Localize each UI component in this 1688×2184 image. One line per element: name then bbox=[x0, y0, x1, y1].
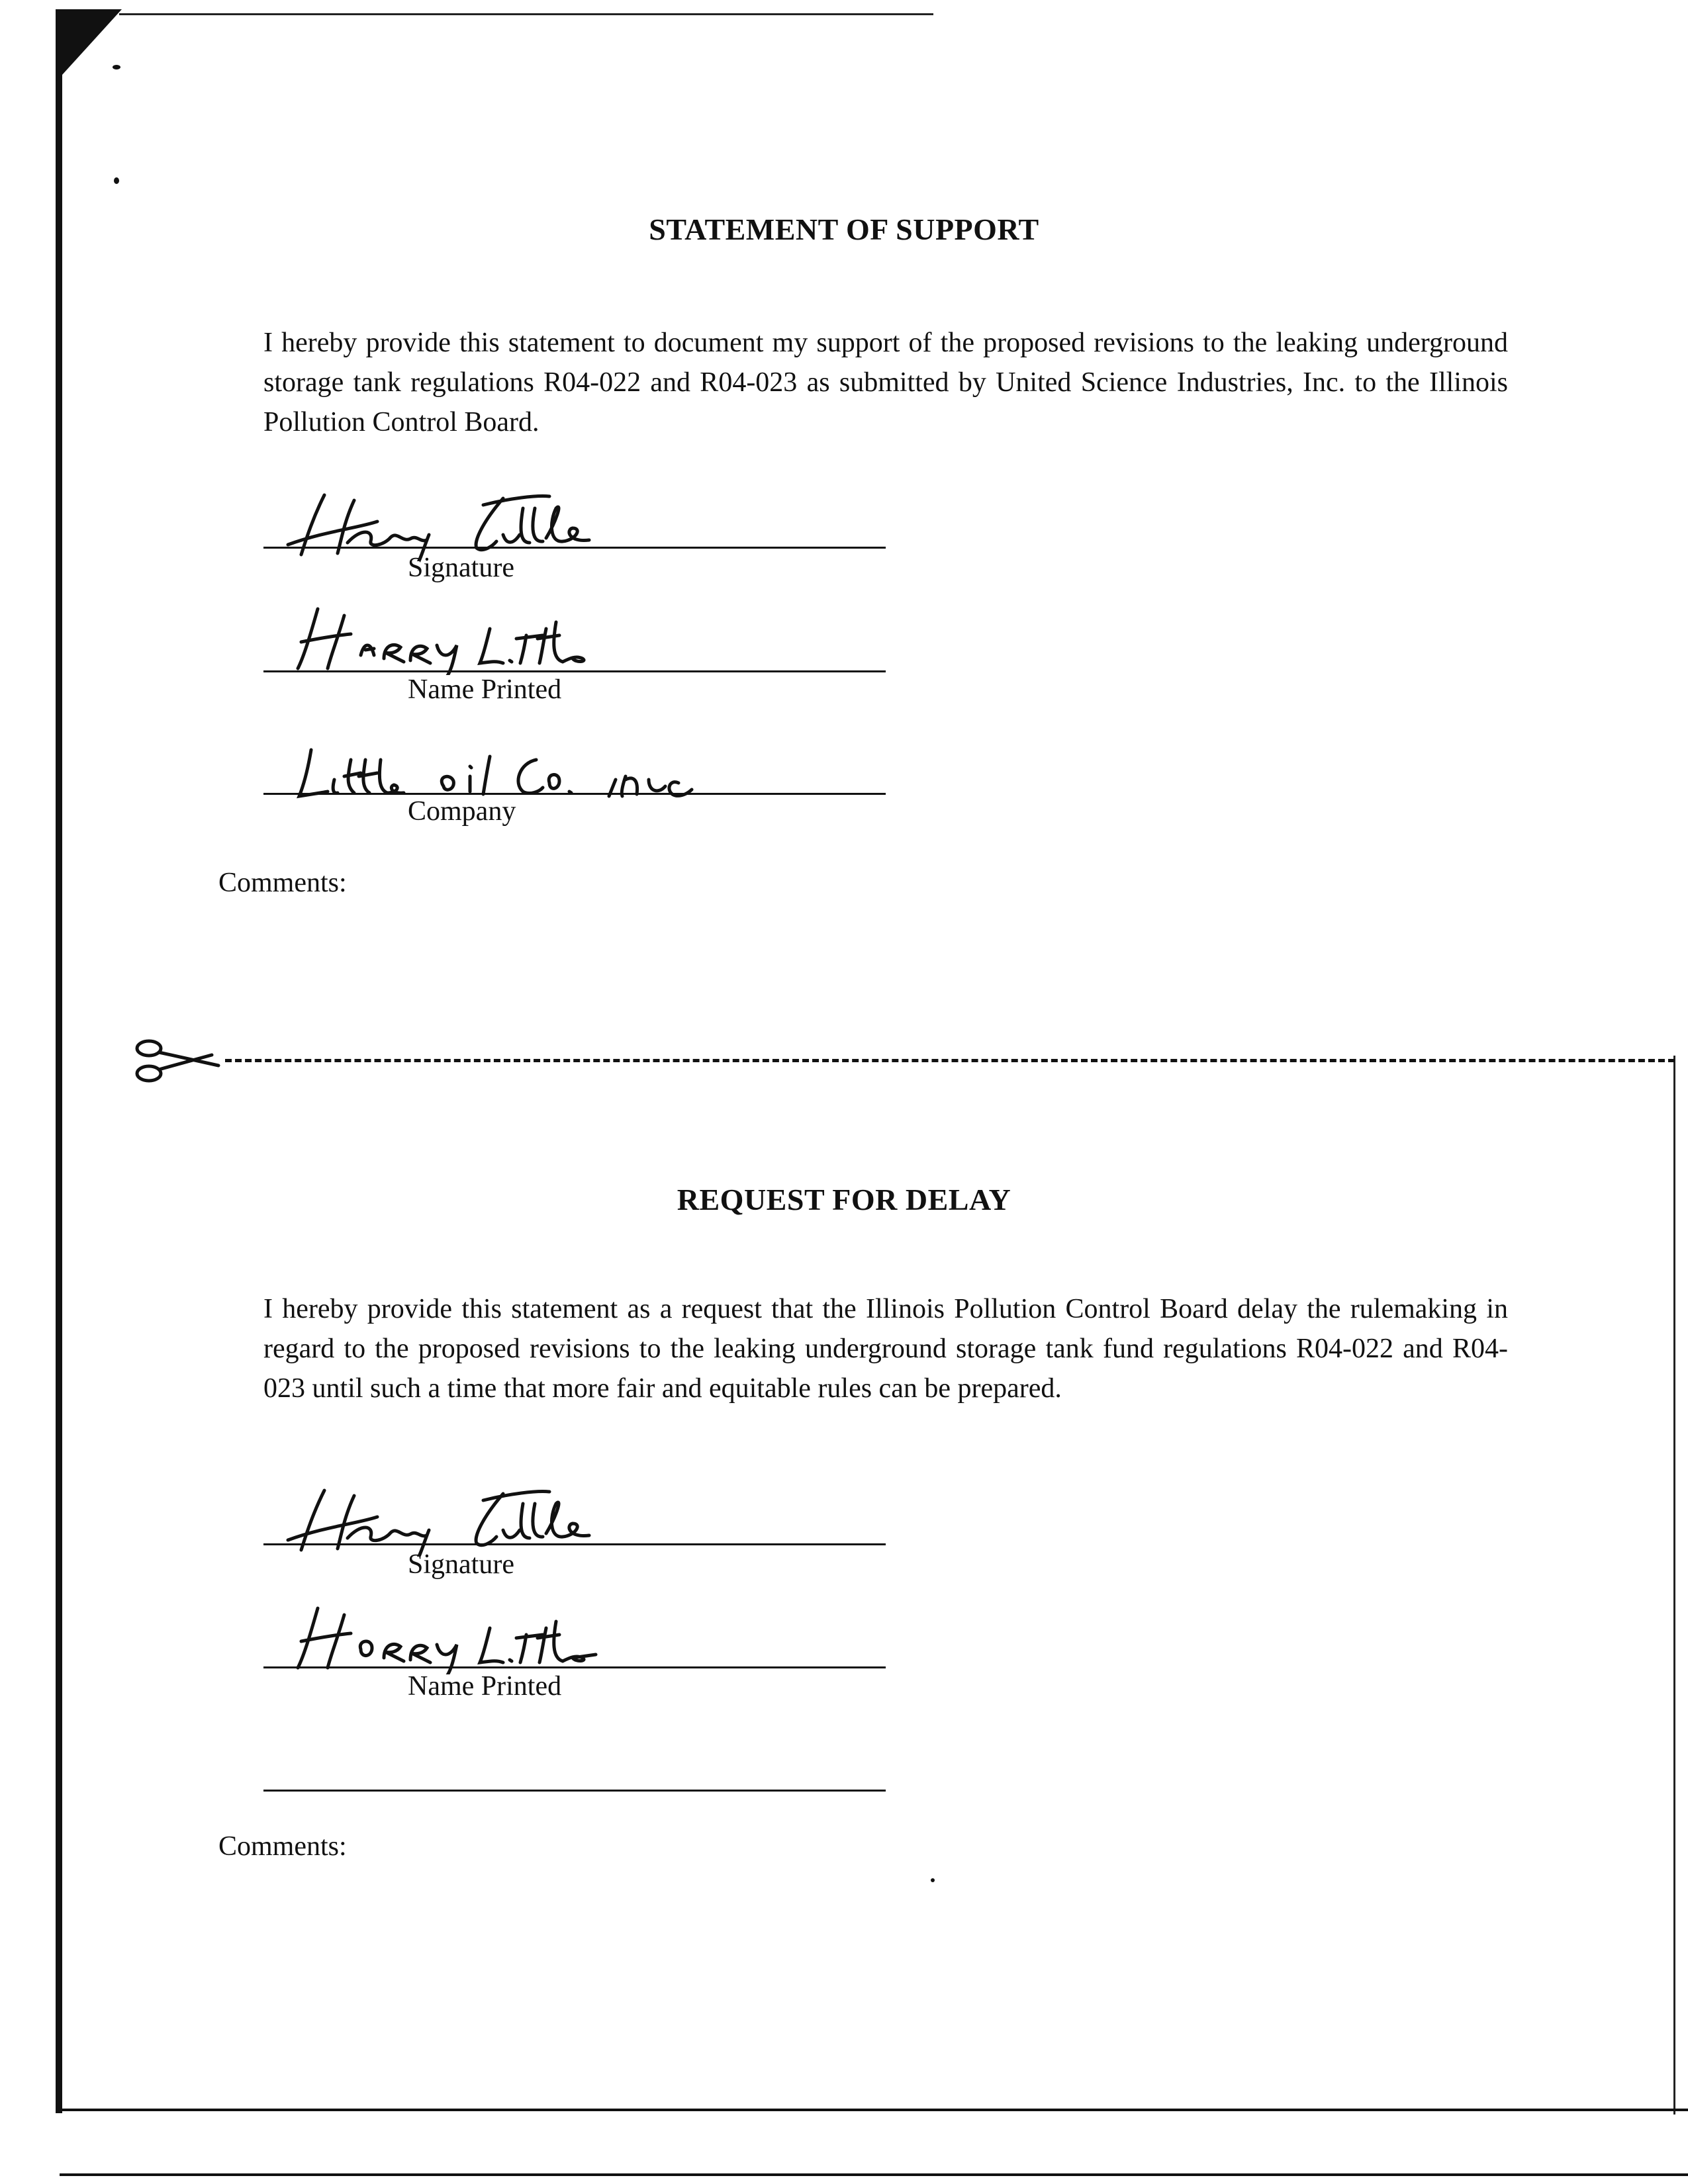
request-signature-label: Signature bbox=[408, 1549, 514, 1580]
statement-signature-label: Signature bbox=[408, 553, 514, 583]
statement-body: I hereby provide this statement to document my support of the proposed revisions to the leaking underground storage tank regulations R04-022 and R04-023 as submitted by United Science Industries, Inc. to the Illinois Pollution Control Board. bbox=[263, 328, 1508, 437]
statement-name-printed-line bbox=[263, 670, 886, 672]
scissors-icon bbox=[132, 1035, 225, 1088]
cut-here-dashed-line bbox=[225, 1059, 1675, 1062]
support-company-handwriting bbox=[291, 740, 741, 806]
statement-title: STATEMENT OF SUPPORT bbox=[649, 212, 1039, 246]
scan-border-top bbox=[119, 13, 933, 15]
statement-comments-label: Comments: bbox=[218, 868, 347, 898]
request-signature-line bbox=[263, 1543, 886, 1545]
statement-company-label: Company bbox=[408, 796, 516, 827]
scan-corner-mark bbox=[56, 9, 122, 82]
request-name-printed-label: Name Printed bbox=[408, 1671, 562, 1702]
scan-speck bbox=[931, 1878, 935, 1882]
scan-border-bottom bbox=[60, 2109, 1688, 2111]
request-blank-line bbox=[263, 1790, 886, 1792]
scan-speck bbox=[113, 65, 120, 69]
request-name-printed-line bbox=[263, 1666, 886, 1668]
scan-border-bottom-outer bbox=[60, 2173, 1688, 2176]
delay-name-printed-handwriting bbox=[291, 1602, 662, 1674]
support-name-printed-handwriting bbox=[291, 602, 662, 675]
request-comments-label: Comments: bbox=[218, 1831, 347, 1862]
statement-signature-line bbox=[263, 547, 886, 549]
scan-speck bbox=[114, 177, 119, 184]
request-body: I hereby provide this statement as a request that the Illinois Pollution Control Board delay the rulemaking in regard to the proposed revisions to the leaking underground storage tank fund regulations R04-022 and R04-023 until such a time that more fair and equitable rules can be prepared. bbox=[263, 1294, 1508, 1404]
support-signature-handwriting bbox=[285, 482, 629, 561]
request-title: REQUEST FOR DELAY bbox=[677, 1183, 1011, 1216]
statement-name-printed-label: Name Printed bbox=[408, 674, 562, 705]
statement-company-line bbox=[263, 793, 886, 795]
scan-border-left bbox=[56, 12, 62, 2113]
